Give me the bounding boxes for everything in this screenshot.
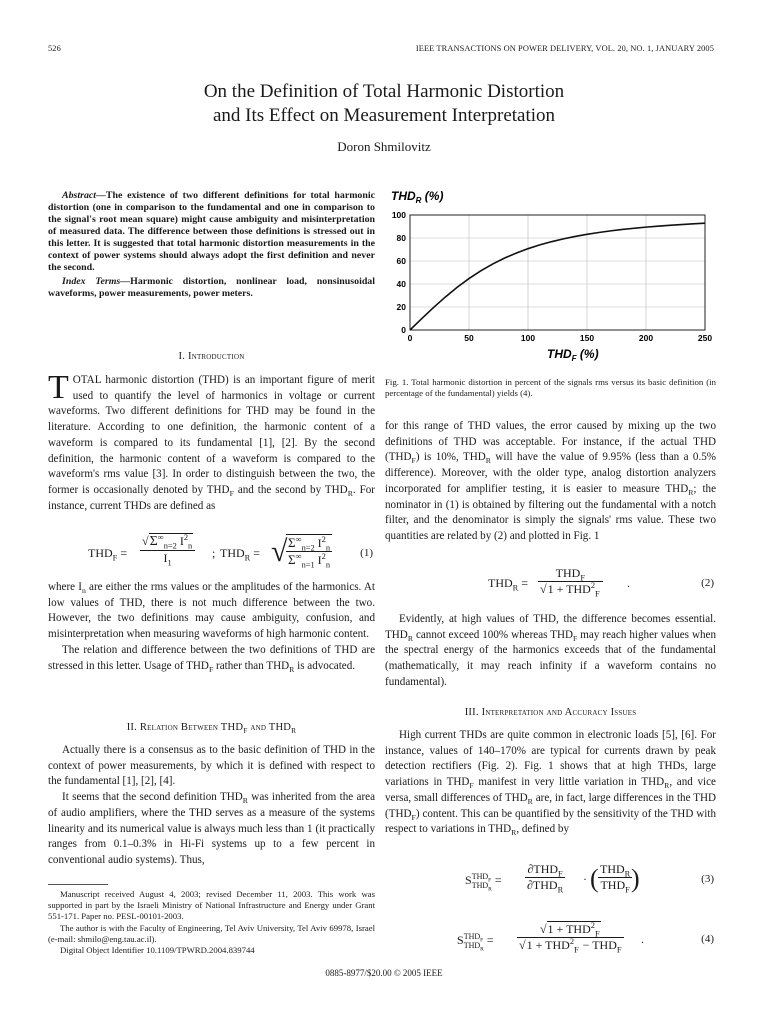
abstract-label: Abstract— — [62, 190, 106, 201]
equation-3: S $THD_F$ $THD_R$ = $\partial THD_F$ $\partial THD_R$ · ( $THD_R$ $THD_F$ ) (3) — [465, 862, 714, 895]
chart-x-tick-label: 100 — [520, 333, 536, 343]
footnote-rule — [48, 884, 108, 885]
footnote-affiliation: The author is with the Faculty of Engineering, Tel Aviv University, Tel Aviv 69978, Israel (e-mail: shmilo@eng.tau.ac.il). — [48, 922, 375, 944]
section-heading-interpretation: III. Interpretation and Accuracy Issues — [464, 707, 637, 718]
chart-y-tick-label: 60 — [396, 256, 406, 266]
equation-4: S $THD_F$ $THD_R$ = $√1 + THD^2_F$ $√1 + THD^2_F - THD_F$ . (4) — [457, 921, 714, 955]
author: Doron Shmilovitz — [337, 139, 431, 154]
journal-header: IEEE TRANSACTIONS ON POWER DELIVERY, VOL. 20, NO. 1, JANUARY 2005 — [415, 44, 714, 53]
equation-1-number: (1) — [360, 547, 373, 559]
equation-4-number: (4) — [701, 933, 714, 945]
chart-y-tick-label: 40 — [396, 279, 406, 289]
chart-y-tick-label: 0 — [401, 325, 406, 335]
equation-1: $THD_F$ = $\frac{√\Sigma^\infty_{n=2} I^2_n}{I_1}$ ; $THD_R$ = √ $\frac{\Sigma^\infty_{n=2} I^2_n}{\Sigma^\infty_{n=1} I^2_n}$ (1) — [88, 533, 373, 570]
footnote-doi: Digital Object Identifier 10.1109/TPWRD.2004.839744 — [60, 945, 255, 956]
intro-paragraph-2: where $I_n$ are either the rms values or the amplitudes of the harmonics. At low values of THD, there is not much difference between the two. However, the two definitions may cause ambiguity, confusion, and misinterpretation when measuring waveforms of high harmonic content. The relation and difference between the two definitions of THD are stressed in this letter. Usage of $THD_F$ rather than $THD_R$ is advocated. — [48, 581, 375, 674]
right-column-paragraph-2: Evidently, at high values of THD, the difference becomes essential. $THD_R$ cannot exceed 100% whereas $THD_F$ may reach higher values when the spectral energy of the harmonics exceeds that of the fundamental (mathematically, it may reach infinity if a waveform contains no fundamental). — [385, 613, 716, 688]
abstract-text: The existence of two different definitions for total harmonic distortion (one in comparison to the fundamental and one in comparison to the signal's root mean square) might cause ambiguity and misinterpretation of measured data. The difference between those definitions is stressed out in this letter. It is suggested that total harmonic distortion measurements in the context of power systems should always adopt the first definition and never the second. — [48, 190, 375, 273]
chart-x-tick-label: 250 — [697, 333, 713, 343]
footnotes — [48, 889, 375, 956]
index-terms-label: Index Terms— — [62, 276, 131, 287]
relation-paragraphs: Actually there is a consensus as to the basic definition of THD in the context of power measurements, by which it is defined with respect to the fundamental [1], [2], [4]. It seems that the second definition $THD_R$ was inherited from the area of audio amplifiers, where the THD serves as a measure of the systems linearity and its numerical value is always much less than 1 (it practically ranges from 0.1–0.3% in Hi-Fi systems up to a few percent in conventional audio systems). Thus, — [48, 744, 375, 866]
chart-x-title: $THD_F$ (%) — [547, 347, 599, 363]
equation-3-number: (3) — [701, 873, 714, 885]
intro-paragraph-1: TOTAL harmonic distortion (THD) is an important figure of merit used to quantify the level of harmonics in voltage or current waveforms. Two different definitions for THD may be found in the literature. According to one definition, the harmonic content of a waveform is compared to its fundamental [1], [2]. By the second definition, the harmonic content of a waveform is compared to the waveform's rms value [3]. In order to distinguish between the two, the former is occasionally denoted by $THD_F$ and the second by $THD_R$. For instance, current THDs are defined as — [48, 369, 376, 512]
page-number: 526 — [48, 44, 61, 53]
equation-2: $THD_R$ = $THD_F$ $√1 + THD^2_F$ . (2) — [488, 566, 714, 599]
chart-y-tick-label: 100 — [391, 210, 406, 220]
figure-1-chart — [385, 184, 720, 366]
chart-y-tick-label: 20 — [396, 302, 406, 312]
section-heading-relation: II. Relation Between $THD_F$ and $THD_R$ — [126, 722, 297, 736]
chart-x-tick-label: 200 — [638, 333, 654, 343]
chart-x-tick-label: 50 — [464, 333, 474, 343]
paper-title-line-2: and Its Effect on Measurement Interpretation — [212, 105, 556, 126]
chart-x-tick-label: 0 — [407, 333, 413, 343]
chart-frame — [410, 215, 705, 330]
chart-x-tick-label: 150 — [579, 333, 595, 343]
copyright-line: 0885-8977/$20.00 © 2005 IEEE — [325, 968, 443, 978]
chart-y-tick-label: 80 — [396, 233, 406, 243]
right-column-paragraph-3: High current THDs are quite common in electronic loads [5], [6]. For instance, values of 140–170% are typical for currents drawn by peak detection rectifiers (Fig. 2). Fig. 1 shows that at high THDs, large variations in $THD_F$ manifest in very little variation in $THD_R$, and vice versa, small differences of $THD_R$ are, in fact, large differences in the THD $(THD_F)$ content. This can be quantified by the sensitivity of the THD with respect to variations in $THD_R$, defined by — [385, 729, 716, 838]
section-heading-introduction: I. Introduction — [178, 351, 245, 362]
abstract — [48, 190, 375, 300]
drop-cap: T — [48, 369, 69, 406]
chart-y-title: $THD_R$ (%) — [391, 189, 444, 205]
right-column-paragraph-1: for this range of THD values, the error caused by mixing up the two definitions of THD was acceptable. For instance, if the actual THD $(THD_F)$ is 10%, $THD_R$ will have the value of 9.95% (less than a 0.5% difference). Moreover, with the older type, analog distortion analyzers incorporated for amplifier testing, it is easier to measure $THD_R$; the nominator in (1) is obtained by filtering out the fundamental with a notch filter, and the denominator is simply the signals' rms value. These two quantities are related by (2) and plotted in Fig. 1 — [385, 420, 717, 542]
equation-2-number: (2) — [701, 577, 714, 589]
figure-1-caption: Fig. 1. Total harmonic distortion in percent of the signals rms versus its basic definition (in percentage of the fundamental) yields (4). — [385, 377, 716, 398]
index-terms-text: Harmonic distortion, nonlinear load, nonsinusoidal waveforms, power measurements, power meters. — [48, 276, 375, 299]
footnote-manuscript: Manuscript received August 4, 2003; revised December 11, 2003. This work was supported in part by the Israeli Ministry of National Infrastructure and Energy under Grant 551-171. Paper no. PESL-00101-2003. — [48, 889, 375, 922]
paper-title-line-1: On the Definition of Total Harmonic Distortion — [203, 81, 565, 102]
chart-series-line — [410, 223, 705, 330]
